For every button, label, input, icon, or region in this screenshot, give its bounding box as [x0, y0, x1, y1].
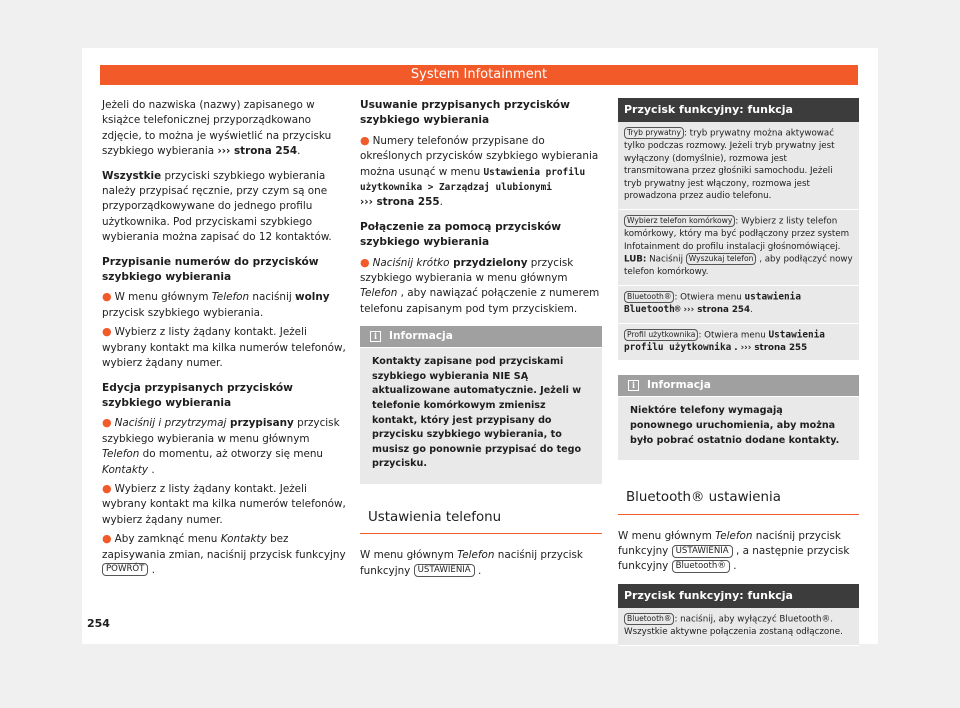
bullet-icon: ● — [360, 133, 370, 147]
info-header: i Informacja — [360, 326, 602, 348]
back-button[interactable]: POWRÓT — [102, 563, 148, 576]
function-row: Wybierz telefon komórkowy : Wybierz z listy telefon komórkowy, który ma być podłączony przez system Infotainment do profilu instalacji głośnomówiącej. LUB: Naciśnij Wyszukaj telefon , aby podłączyć nowy telefon komórkowy. — [618, 210, 859, 286]
page-header: System Infotainment — [100, 65, 858, 85]
page-link[interactable]: ››› strona 255 — [360, 196, 440, 209]
function-table-title: Przycisk funkcyjny: funkcja — [618, 98, 859, 122]
bluetooth-button[interactable]: Bluetooth® — [624, 291, 674, 303]
settings-button[interactable]: USTAWIENIA — [672, 545, 733, 558]
heading-assign: Przypisanie numerów do przycisków szybkiego wybierania — [102, 255, 319, 284]
page-link[interactable]: ››› strona 254 — [680, 305, 751, 316]
paragraph-photo: Jeżeli do nazwiska (nazwy) zapisanego w książce telefonicznej przyporządkowano zdjęcie, to można je wyświetlić na przycisku szybkiego wybierania ››› strona 254. — [102, 99, 332, 158]
heading-remove: Usuwanie przypisanych przycisków szybkiego wybierania — [360, 99, 570, 127]
function-row: Bluetooth® : naciśnij, aby wyłączyć Bluetooth®. Wszystkie aktywne połączenia zostaną odłączone. — [618, 608, 859, 646]
column-1 — [102, 98, 348, 587]
page-number: 254 — [87, 617, 110, 630]
function-row: Bluetooth® : Otwiera menu ustawienia Bluetooth® ››› strona 254. — [618, 286, 859, 324]
paragraph-bluetooth: W menu głównym Telefon naciśnij przycisk funkcyjny USTAWIENIA , a następnie przycisk funkcyjny Bluetooth® . — [618, 529, 850, 573]
info-icon: i — [370, 331, 381, 342]
bullet-item: ● Wybierz z listy żądany kontakt. Jeżeli wybrany kontakt ma kilka numerów telefonów, wybierz żądany numer. — [102, 481, 346, 526]
column-2 — [360, 98, 602, 588]
bullet-icon: ● — [102, 481, 112, 495]
private-mode-button[interactable]: Tryb prywatny — [624, 127, 684, 139]
info-box — [618, 375, 859, 460]
settings-button[interactable]: USTAWIENIA — [414, 564, 475, 577]
user-profile-button[interactable]: Profil użytkownika — [624, 329, 698, 341]
function-table — [618, 584, 859, 646]
info-text: Niektóre telefony wymagają ponownego uruchomienia, aby można było pobrać ostatnio dodane kontakty. — [630, 405, 840, 446]
page-link[interactable]: . ››› strona 255 — [731, 342, 808, 353]
heading-edit: Edycja przypisanych przycisków szybkiego wybierania — [102, 381, 293, 409]
column-3 — [618, 98, 859, 646]
bullet-item: ● Naciśnij krótko przydzielony przycisk szybkiego wybierania w menu głównym Telefon , aby nawiązać połączenie z numerem telefonu zapisanym pod tym przyciskiem. — [360, 255, 600, 315]
bullet-item: ● Numery telefonów przypisane do określonych przycisków szybkiego wybierania można usunąć w menu Ustawienia profilu użytkownika > Zarządzaj ulubionymi ››› strona 255. — [360, 133, 599, 209]
bullet-item: ● Aby zamknąć menu Kontakty bez zapisywania zmian, naciśnij przycisk funkcyjny POWRÓT . — [102, 532, 346, 576]
bullet-item: ● Naciśnij i przytrzymaj przypisany przycisk szybkiego wybierania w menu głównym Telefon do momentu, aż otworzy się menu Kontakty . — [102, 416, 340, 476]
bullet-icon: ● — [102, 325, 112, 339]
heading-connect: Połączenie za pomocą przycisków szybkiego wybierania — [360, 220, 562, 249]
bullet-item: ● W menu głównym Telefon naciśnij wolny przycisk szybkiego wybierania. — [102, 290, 330, 319]
info-text: Kontakty zapisane pod przyciskami szybkiego wybierania NIE SĄ aktualizowane automatycznie. Jeżeli w telefonie komórkowym zmienisz kontakt, który jest przypisany do przycisku szybkiego wybierania, to musisz go ponownie przypisać do tego przycisku. — [372, 356, 582, 470]
section-title-bluetooth: Bluetooth® ustawienia — [618, 490, 859, 514]
bullet-icon: ● — [360, 255, 370, 269]
bullet-item: ● Wybierz z listy żądany kontakt. Jeżeli wybrany kontakt ma kilka numerów telefonów, wybierz żądany numer. — [102, 325, 346, 370]
bluetooth-button[interactable]: Bluetooth® — [624, 613, 674, 625]
function-table — [618, 98, 859, 361]
function-row: Profil użytkownika : Otwiera menu Ustawienia profilu użytkownika . ››› strona 255 — [618, 324, 859, 362]
menu-path: Ustawienia profilu użytkownika > Zarządzaj ulubionymi — [360, 166, 586, 194]
paragraph-all-buttons: Wszystkie przyciski szybkiego wybierania należy przypisać ręcznie, przy czym są one przyporządkowywane do jednego profilu użytkownika. Pod przyciskami szybkiego wybierania można zapisać do 12 kontaktów. — [102, 169, 332, 244]
page-link[interactable]: ››› strona 254 — [217, 145, 298, 158]
paragraph-phone-settings: W menu głównym Telefon naciśnij przycisk funkcyjny USTAWIENIA . — [360, 549, 583, 577]
bullet-icon: ● — [102, 416, 112, 430]
function-table-title: Przycisk funkcyjny: funkcja — [618, 584, 859, 608]
bullet-icon: ● — [102, 532, 112, 546]
search-phone-button[interactable]: Wyszukaj telefon — [686, 253, 757, 265]
select-phone-button[interactable]: Wybierz telefon komórkowy — [624, 215, 735, 227]
bluetooth-button[interactable]: Bluetooth® — [672, 560, 730, 573]
section-title-phone-settings: Ustawienia telefonu — [360, 510, 602, 534]
bullet-icon: ● — [102, 290, 112, 304]
function-row: Tryb prywatny : tryb prywatny można aktywować tylko podczas rozmowy. Jeżeli tryb prywatny jest wyłączony (domyślnie), rozmowa jest transmitowana przez głośniki samochodu. Jeżeli tryb prywatny jest włączony, rozmowa jest prowadzona przez audio telefonu. — [618, 122, 859, 210]
info-icon: i — [628, 380, 639, 391]
info-box — [360, 326, 602, 484]
info-header: i Informacja — [618, 375, 859, 397]
